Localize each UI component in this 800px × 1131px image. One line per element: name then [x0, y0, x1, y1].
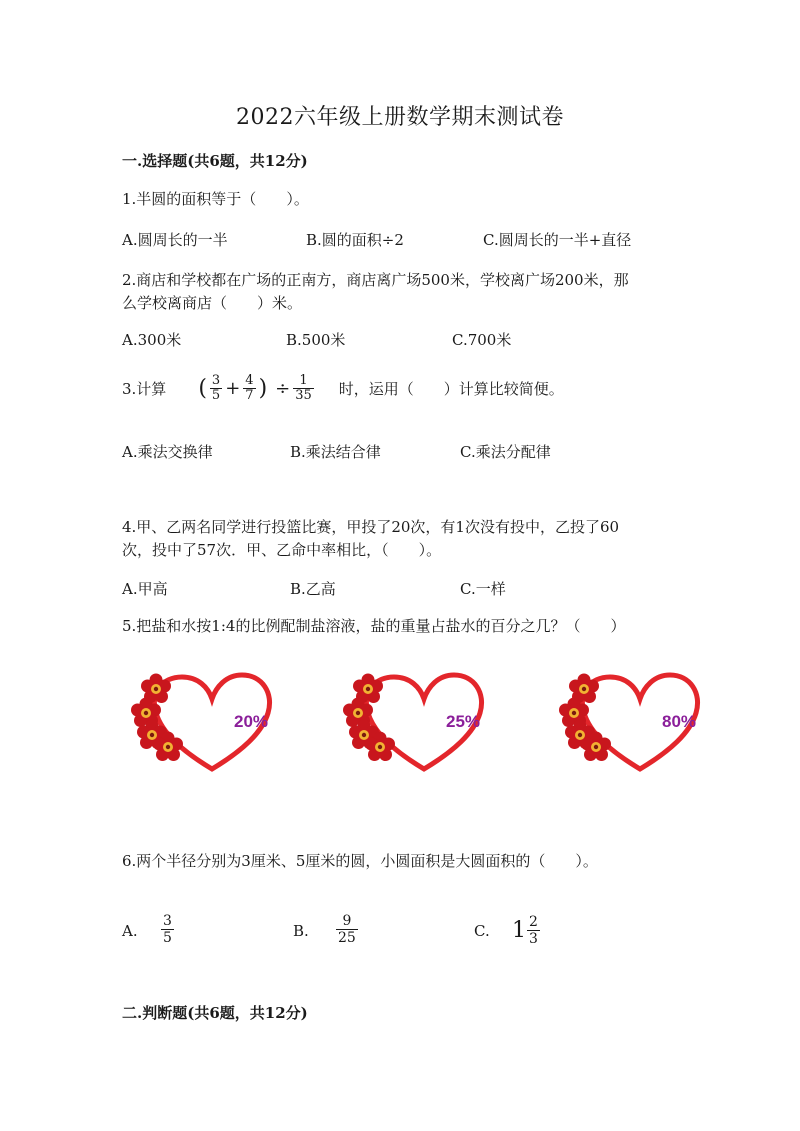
question-4-line1: 4.甲、乙两名同学进行投篮比赛，甲投了20次，有1次没有投中，乙投了60 — [122, 518, 620, 536]
q6-option-c-label: C. — [474, 922, 490, 940]
q3-fraction-3-5 — [210, 374, 222, 403]
q6-c-whole: 1 — [512, 918, 526, 943]
question-2-line1: 2.商店和学校都在广场的正南方，商店离广场500米，学校离广场200米，那 — [122, 271, 629, 289]
q2-option-a: A.300米 — [122, 331, 182, 349]
q4-option-a: A.甲高 — [122, 580, 168, 598]
q3-frac1-num: 3 — [211, 373, 221, 388]
question-2-line2: 么学校离商店（ ）米。 — [122, 294, 303, 312]
q5-value-a: 20% — [234, 712, 269, 731]
q4-option-c: C.一样 — [460, 580, 506, 598]
question-1: 1.半圆的面积等于（ ）。 — [122, 190, 309, 208]
q6-b-num: 9 — [342, 913, 352, 929]
page-title: 2022六年级上册数学期末测试卷 — [236, 105, 564, 130]
q6-option-b-label: B. — [293, 922, 309, 940]
heart-option-b — [343, 674, 482, 770]
question-4-line2: 次，投中了57次．甲、乙命中率相比，（ ）。 — [122, 541, 442, 559]
q2-option-b: B.500米 — [286, 331, 346, 349]
q3-plus: + — [225, 378, 241, 399]
q5-value-b: 25% — [446, 712, 481, 731]
q3-frac2-den: 7 — [245, 388, 254, 403]
q3-fraction-1-35 — [293, 374, 314, 403]
q6-c-fraction — [527, 914, 540, 947]
q6-c-num: 2 — [529, 914, 538, 930]
q6-c-den: 3 — [529, 931, 538, 947]
q6-a-num: 3 — [163, 913, 172, 929]
q3-suffix: 时，运用（ ）计算比较简便。 — [338, 380, 564, 398]
q3-frac1-den: 5 — [211, 388, 221, 403]
q5-value-c: 80% — [662, 712, 697, 731]
question-3 — [122, 374, 564, 403]
q3-fraction-4-7 — [243, 374, 255, 403]
q3-frac3-num: 1 — [299, 373, 308, 388]
q4-option-b: B.乙高 — [290, 580, 336, 598]
q3-divide: ÷ — [275, 378, 291, 399]
q3-option-b: B.乘法结合律 — [290, 443, 381, 461]
q6-option-a-fraction — [161, 913, 174, 946]
section-heading-choice: 一.选择题(共6题，共12分) — [122, 152, 308, 170]
question-5: 5.把盐和水按1:4的比例配制盐溶液，盐的重量占盐水的百分之几？（ ） — [122, 617, 626, 635]
q3-option-a: A.乘法交换律 — [122, 443, 213, 461]
section-heading-judgement: 二.判断题(共6题，共12分) — [122, 1004, 308, 1022]
q6-b-den: 25 — [338, 930, 356, 946]
question-6: 6.两个半径分别为3厘米、5厘米的圆，小圆面积是大圆面积的（ ）。 — [122, 852, 598, 870]
q6-option-c-mixed-number — [512, 914, 541, 947]
q1-option-a: A.圆周长的一半 — [122, 231, 228, 249]
q3-frac2-num: 4 — [245, 373, 254, 388]
q6-option-a-label: A. — [122, 922, 138, 940]
q2-option-c: C.700米 — [452, 331, 512, 349]
q1-option-b: B.圆的面积÷2 — [306, 231, 404, 249]
heart-option-a — [131, 674, 270, 770]
heart-option-c — [559, 674, 698, 770]
q5-heart-options — [122, 665, 722, 785]
q3-right-paren: ) — [258, 376, 268, 401]
q6-a-den: 5 — [163, 930, 172, 946]
q3-left-paren: ( — [198, 376, 207, 401]
q6-option-b-fraction — [336, 913, 358, 946]
q3-frac3-den: 35 — [295, 388, 312, 403]
q3-option-c: C.乘法分配律 — [460, 443, 551, 461]
q1-option-c: C.圆周长的一半+直径 — [483, 231, 632, 249]
q3-prefix: 3.计算 — [122, 380, 167, 398]
